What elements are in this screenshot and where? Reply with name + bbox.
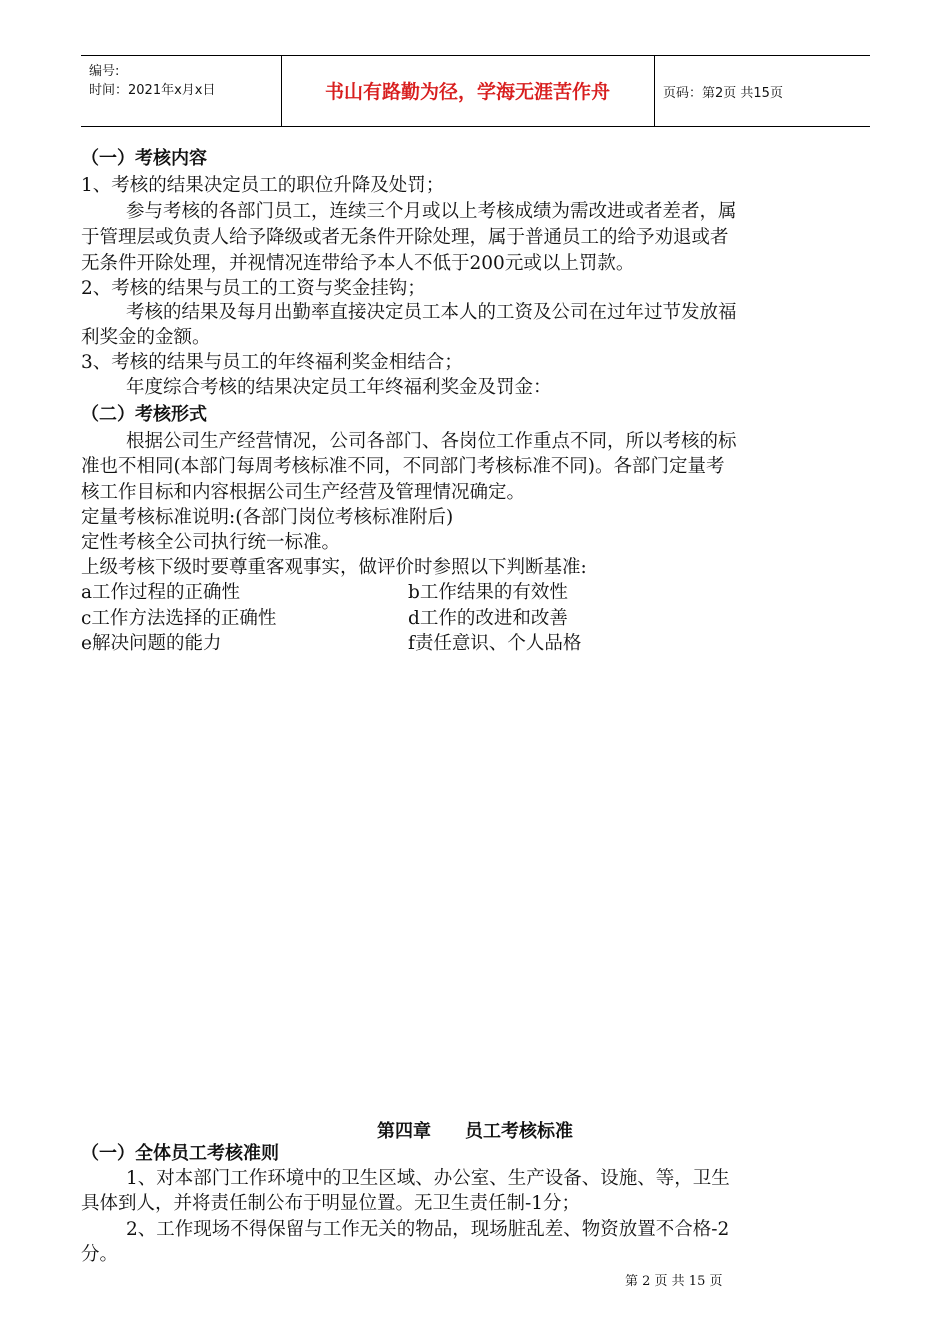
chapter-title	[0, 1117, 950, 1143]
paragraph-line: 1、考核的结果决定员工的职位升降及处罚；	[81, 175, 445, 196]
paragraph-line: 定量考核标准说明:(各部门岗位考核标准附后)	[81, 507, 454, 528]
paragraph-line: 2、考核的结果与员工的工资与奖金挂钩；	[81, 278, 426, 299]
paragraph-line: 具体到人，并将责任制公布于明显位置。无卫生责任制-1分；	[81, 1193, 581, 1214]
criteria-item: f责任意识、个人品格	[408, 633, 582, 654]
header-motto: 书山有路勤为径，学海无涯苦作舟	[324, 81, 610, 103]
header-meta	[89, 62, 215, 100]
date-label: 时间：2021年x月x日	[89, 83, 216, 98]
page-footer: 第 2 页 共 15 页	[625, 1274, 723, 1289]
serial-label: 编号:	[89, 64, 120, 79]
paragraph-line: 根据公司生产经营情况，公司各部门、各岗位工作重点不同，所以考核的标	[126, 431, 737, 452]
paragraph-line: 分。	[81, 1244, 119, 1265]
section-heading-general-criteria: （一）全体员工考核准则	[81, 1143, 279, 1164]
section-heading-assessment-form: （二）考核形式	[81, 404, 207, 425]
paragraph-line: 核工作目标和内容根据公司生产经营及管理情况确定。	[81, 482, 526, 503]
criteria-item: a工作过程的正确性	[81, 582, 241, 603]
chapter-name: 员工考核标准	[465, 1121, 573, 1142]
criteria-item: e解决问题的能力	[81, 633, 222, 654]
header-page-info: 页码：第2页 共15页	[663, 86, 783, 101]
paragraph-line: 定性考核全公司执行统一标准。	[81, 532, 341, 553]
header-divider	[654, 56, 655, 126]
paragraph-line: 上级考核下级时要尊重客观事实，做评价时参照以下判断基准:	[81, 557, 587, 578]
criteria-item: c工作方法选择的正确性	[81, 608, 277, 629]
paragraph-line: 年度综合考核的结果决定员工年终福利奖金及罚金：	[126, 377, 552, 398]
paragraph-line: 于管理层或负责人给予降级或者无条件开除处理，属于普通员工的给予劝退或者	[81, 227, 729, 248]
chapter-number: 第四章	[377, 1121, 431, 1142]
paragraph-line: 2、工作现场不得保留与工作无关的物品，现场脏乱差、物资放置不合格-2	[126, 1219, 730, 1240]
paragraph-line: 利奖金的金额。	[81, 327, 211, 348]
criteria-item: b工作结果的有效性	[408, 582, 568, 603]
paragraph-line: 无条件开除处理，并视情况连带给予本人不低于200元或以上罚款。	[81, 253, 635, 274]
paragraph-line: 准也不相同(本部门每周考核标准不同，不同部门考核标准不同)。各部门定量考	[81, 456, 725, 477]
paragraph-line: 1、对本部门工作环境中的卫生区域、办公室、生产设备、设施、等，卫生	[126, 1168, 730, 1189]
paragraph-line: 参与考核的各部门员工，连续三个月或以上考核成绩为需改进或者差者，属	[126, 201, 737, 222]
paragraph-line: 考核的结果及每月出勤率直接决定员工本人的工资及公司在过年过节发放福	[126, 302, 737, 323]
page-header	[81, 55, 870, 127]
section-heading-assessment-content: （一）考核内容	[81, 148, 207, 169]
criteria-item: d工作的改进和改善	[408, 608, 568, 629]
paragraph-line: 3、考核的结果与员工的年终福利奖金相结合；	[81, 352, 463, 373]
